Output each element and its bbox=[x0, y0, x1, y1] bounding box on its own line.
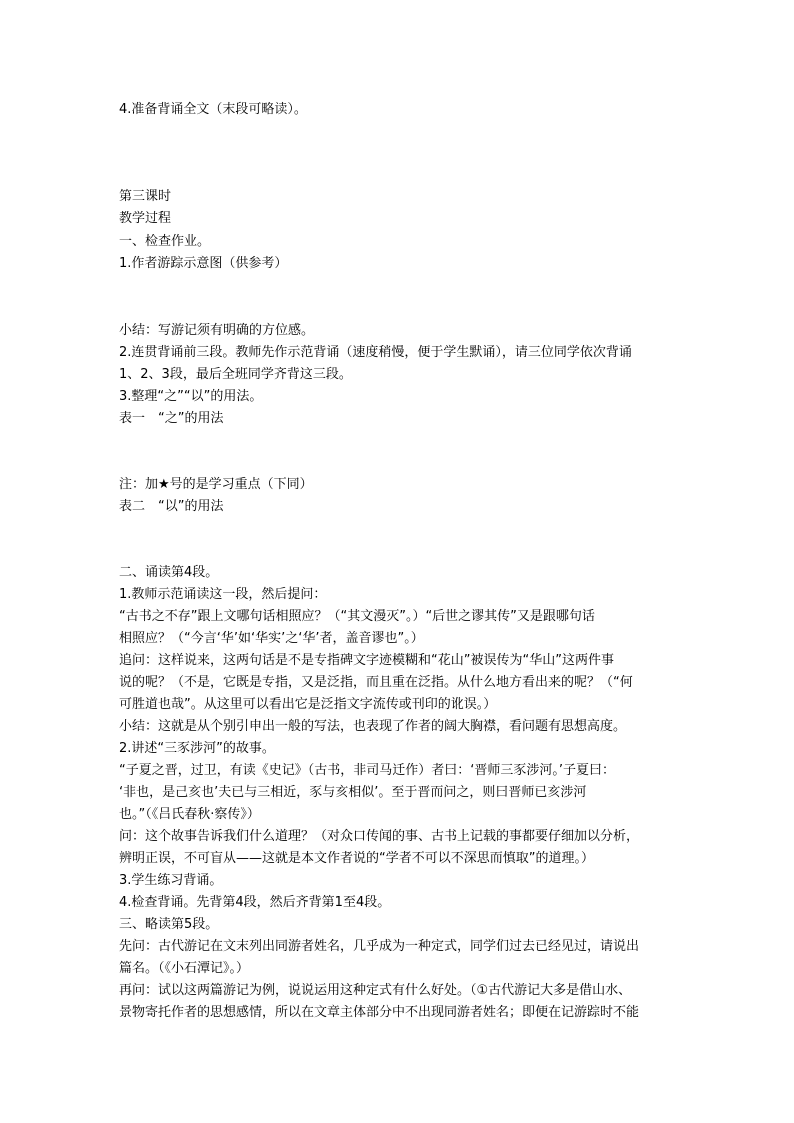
text-line: 追问：这样说来，这两句话是不是专指碑文字迹模糊和“花山”被误传为“华山”这两件事 bbox=[119, 653, 614, 668]
text-line: 三、略读第5段。 bbox=[119, 917, 219, 932]
section-heading: 第三课时 bbox=[119, 189, 172, 204]
table-caption: 表一 “之”的用法 bbox=[119, 411, 224, 426]
text-line: 1.教师示范诵读这一段，然后提问： bbox=[119, 587, 327, 602]
text-line: 可胜道也哉”。从这里可以看出它是泛指文字流传或刊印的讹误。） bbox=[119, 697, 497, 712]
text-line: 相照应？（“今言‘华’如‘华实’之‘华’者，盖音谬也”。） bbox=[119, 631, 424, 646]
text-line: 先问：古代游记在文末列出同游者姓名，几乎成为一种定式，同学们过去已经见过，请说出 bbox=[119, 939, 640, 954]
text-line: “古书之不存”跟上文哪句话相照应？（“其文漫灭”。）“后世之谬其传”又是跟哪句话 bbox=[119, 609, 595, 624]
text-line: 也。”（《吕氏春秋·察传》） bbox=[119, 807, 260, 822]
text-line: 问：这个故事告诉我们什么道理？（对众口传闻的事、古书上记载的事都要仔细加以分析， bbox=[119, 829, 640, 844]
text-line: 1.作者游踪示意图（供参考） bbox=[119, 256, 288, 271]
text-line: 1、2、3段，最后全班同学齐背这三段。 bbox=[119, 367, 352, 382]
text-line: 4.检查背诵。先背第4段，然后齐背第1至4段。 bbox=[119, 895, 391, 910]
text-line: 篇名。（《小石潭记》。） bbox=[119, 961, 250, 976]
text-line: 再问：试以这两篇游记为例，说说运用这种定式有什么好处。（①古代游记大多是借山水、 bbox=[119, 983, 632, 998]
text-line: 2.讲述“三豕涉河”的故事。 bbox=[119, 741, 275, 756]
text-line: 小结：这就是从个别引申出一般的写法，也表现了作者的阔大胸襟，看问题有思想高度。 bbox=[119, 719, 627, 734]
text-line: 景物寄托作者的思想感情，所以在文章主体部分中不出现同游者姓名；即便在记游踪时不能 bbox=[119, 1005, 640, 1020]
text-line: 3.学生练习背诵。 bbox=[119, 873, 223, 888]
text-line: “子夏之晋，过卫，有读《史记》（古书，非司马迁作）者曰：‘晋师三豕涉河。’子夏曰： bbox=[119, 763, 616, 778]
text-line: ‘非也，是己亥也’夫已与三相近，豕与亥相似’。至于晋而问之，则曰晋师已亥涉河 bbox=[119, 785, 587, 800]
text-line: 说的呢？（不是，它既是专指，又是泛指，而且重在泛指。从什么地方看出来的呢？（“何 bbox=[119, 675, 633, 690]
text-line: 注：加★号的是学习重点（下同） bbox=[119, 477, 313, 492]
text-line: 2.连贯背诵前三段。教师先作示范背诵（速度稍慢，便于学生默诵），请三位同学依次背诵 bbox=[119, 345, 632, 360]
text-line: 一、检查作业。 bbox=[119, 234, 211, 249]
text-line: 4.准备背诵全文（末段可略读）。 bbox=[119, 102, 307, 117]
text-line: 教学过程 bbox=[119, 211, 172, 226]
text-line: 辨明正误，不可盲从——这就是本文作者说的“学者不可以不深思而慎取”的道理。） bbox=[119, 851, 594, 866]
text-line: 二、诵读第4段。 bbox=[119, 565, 219, 580]
text-line: 3.整理“之”“以”的用法。 bbox=[119, 389, 263, 404]
table-caption: 表二 “以”的用法 bbox=[119, 499, 224, 514]
text-line: 小结：写游记须有明确的方位感。 bbox=[119, 323, 315, 338]
